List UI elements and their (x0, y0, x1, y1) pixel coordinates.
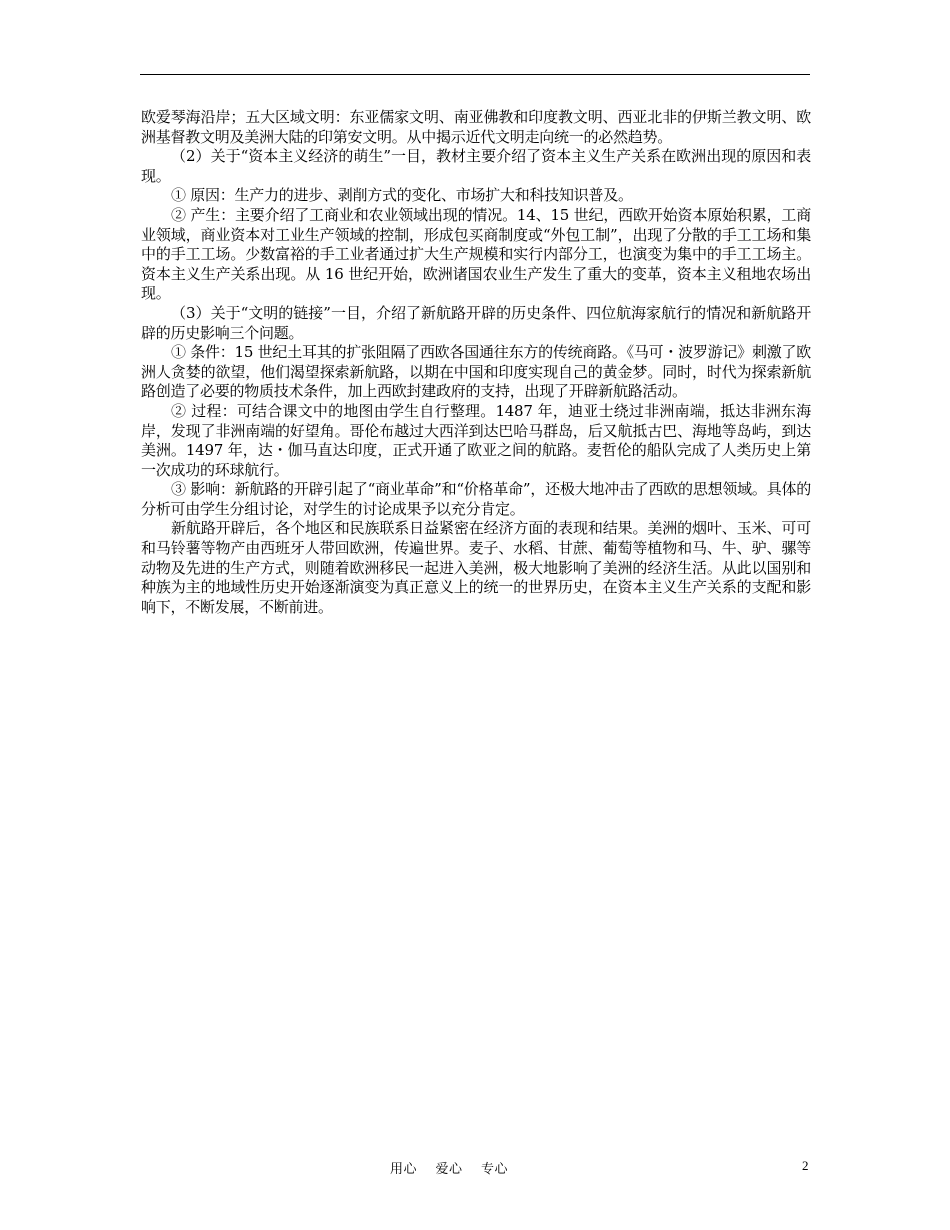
header-rule (140, 74, 810, 75)
paragraph-aftermath: 新航路开辟后，各个地区和民族联系日益紧密在经济方面的表现和结果。美洲的烟叶、玉米、可可和马铃薯等物产由西班牙人带回欧洲，传遍世界。麦子、水稻、甘蔗、葡萄等植物和马、牛、驴、骡等动物及先进的生产方式，则随着欧洲移民一起进入美洲，极大地影响了美洲的经济生活。从此以国别和种族为主的地域性历史开始逐渐演变为真正意义上的统一的世界历史，在资本主义生产关系的支配和影响下，不断发展，不断前进。 (141, 519, 811, 616)
paragraph-emergence: ② 产生：主要介绍了工商业和农业领域出现的情况。14、15 世纪，西欧开始资本原始积累，工商业领域，商业资本对工业生产领域的控制，形成包买商制度或“外包工制”，出现了分散的手工工场和集中的手工工场。少数富裕的手工业者通过扩大生产规模和实行内部分工，也演变为集中的手工工场主。资本主义生产关系出现。从 16 世纪开始，欧洲诸国农业生产发生了重大的变革，资本主义租地农场出现。 (141, 205, 811, 303)
paragraph-capitalism-intro: （2）关于“资本主义经济的萌生”一目，教材主要介绍了资本主义生产关系在欧洲出现的原因和表现。 (141, 147, 811, 185)
paragraph-civilizations: 欧爱琴海沿岸；五大区域文明：东亚儒家文明、南亚佛教和印度教文明、西亚北非的伊斯兰教文明、欧洲基督教文明及美洲大陆的印第安文明。从中揭示近代文明走向统一的必然趋势。 (141, 108, 811, 146)
paragraph-process: ② 过程：可结合课文中的地图由学生自行整理。1487 年，迪亚士绕过非洲南端，抵达非洲东海岸，发现了非洲南端的好望角。哥伦布越过大西洋到达巴哈马群岛，后又航抵古巴、海地等岛屿，到达美洲。1497 年，达・伽马直达印度，正式开通了欧亚之间的航路。麦哲伦的船队完成了人类历史上第一次成功的环球航行。 (141, 401, 811, 479)
page-number: 2 (802, 1158, 809, 1173)
footer-motto: 用心 爱心 专心 (390, 1162, 509, 1177)
document-body (141, 108, 811, 617)
paragraph-impact: ③ 影响：新航路的开辟引起了“商业革命”和“价格革命”，还极大地冲击了西欧的思想领域。具体的分析可由学生分组讨论，对学生的讨论成果予以充分肯定。 (141, 480, 811, 518)
paragraph-causes: ① 原因：生产力的进步、剥削方式的变化、市场扩大和科技知识普及。 (171, 186, 633, 205)
paragraph-civilization-link: （3）关于“文明的链接”一目，介绍了新航路开辟的历史条件、四位航海家航行的情况和新航路开辟的历史影响三个问题。 (141, 303, 811, 342)
paragraph-conditions: ① 条件：15 世纪土耳其的扩张阻隔了西欧各国通往东方的传统商路。《马可・波罗游记》刺激了欧洲人贪婪的欲望，他们渴望探索新航路，以期在中国和印度实现自己的黄金梦。同时，时代为探索新航路创造了必要的物质技术条件，加上西欧封建政府的支持，出现了开辟新航路活动。 (141, 343, 811, 401)
